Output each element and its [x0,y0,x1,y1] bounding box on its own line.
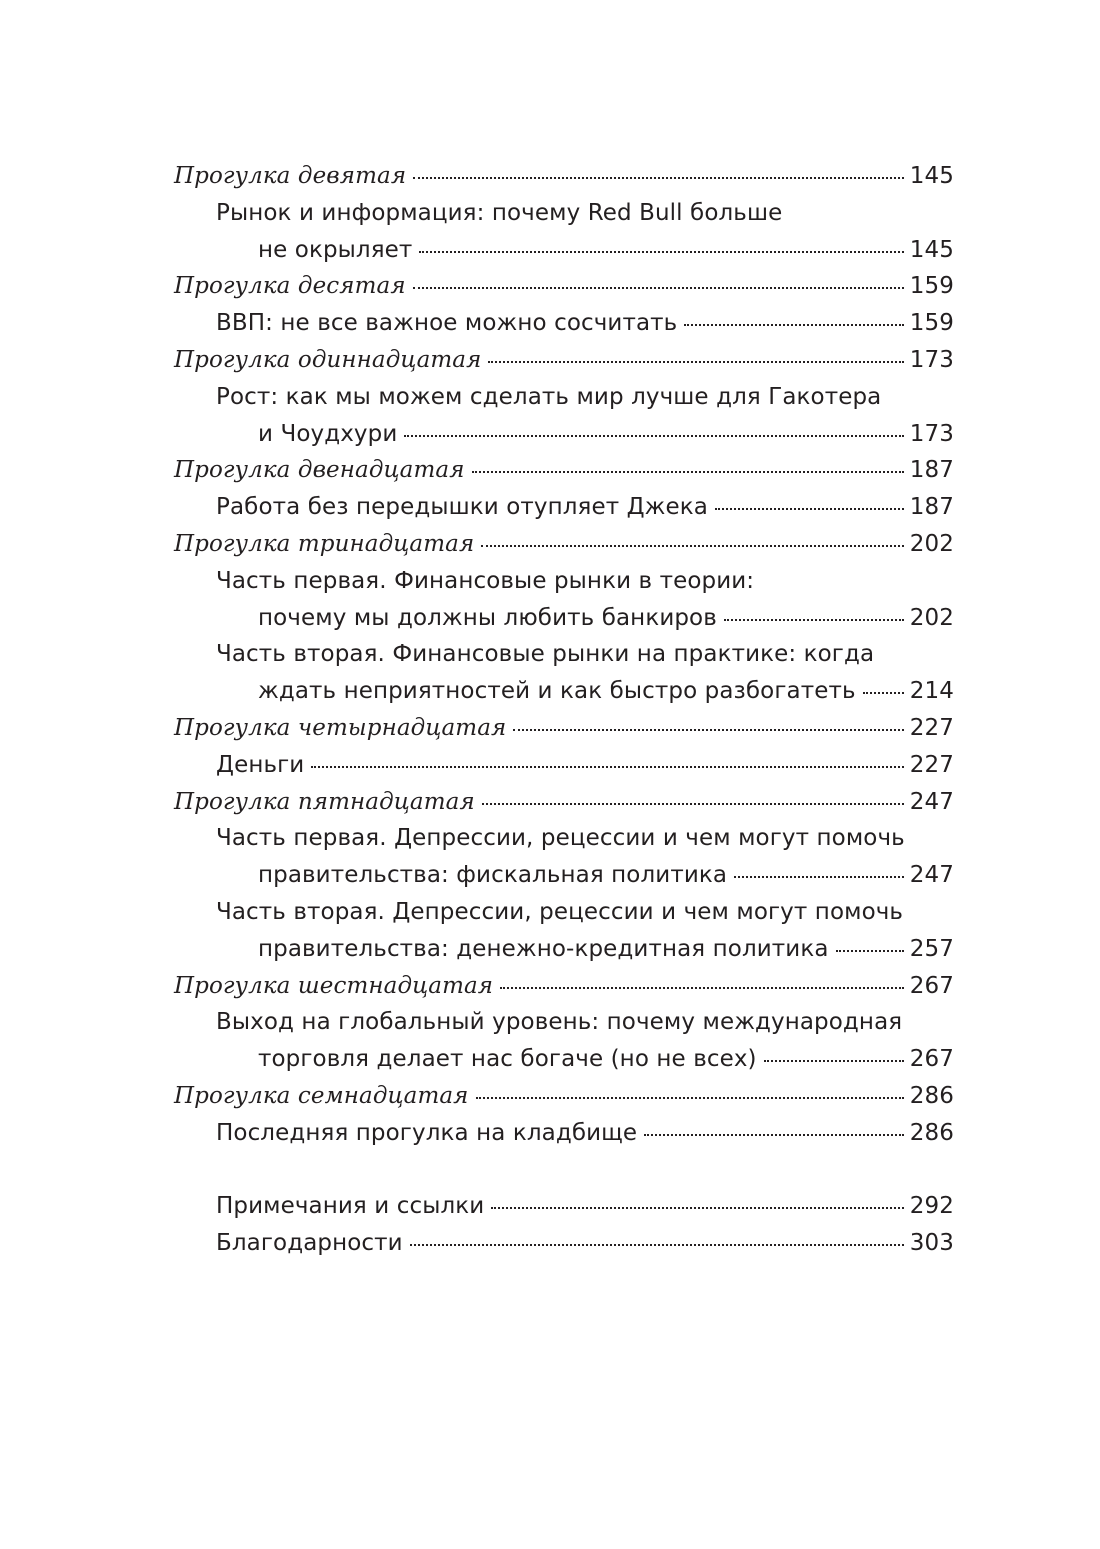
toc-title-line1: Часть вторая. Депрессии, рецессии и чем могут помочь [216,898,904,925]
toc-title-line1: Рынок и информация: почему Red Bull больше [216,199,783,226]
dot-leader [404,435,903,437]
toc-title-line1: Часть первая. Депрессии, рецессии и чем могут помочь [216,825,905,852]
page-number: 267 [909,1046,954,1073]
toc-title-line2: и Чоудхури [258,420,398,447]
dot-leader [644,1134,904,1136]
page-number: 267 [909,972,954,999]
toc-walk-17[interactable] [174,1078,954,1115]
page-number: 187 [909,457,954,484]
dot-leader [419,251,903,253]
toc-title-line1: Часть вторая. Финансовые рынки на практике: когда [216,641,875,668]
page-number: 286 [909,1082,954,1109]
toc-notes[interactable] [174,1188,954,1225]
toc-title-line2: правительства: фискальная политика [258,862,728,889]
page-number: 202 [909,530,954,557]
toc-title-line1: Выход на глобальный уровень: почему международная [216,1009,903,1036]
toc-title: Прогулка шестнадцатая [174,972,494,999]
toc-chapter-11[interactable] [174,379,954,453]
dot-leader [684,324,903,326]
toc-title: Прогулка двенадцатая [174,457,465,484]
dot-leader [476,1097,904,1099]
toc-chapter-12[interactable] [174,489,954,526]
toc-walk-12[interactable] [174,452,954,489]
dot-leader [311,766,903,768]
toc-title: Прогулка пятнадцатая [174,788,475,815]
dot-leader [724,619,904,621]
page-number: 173 [909,420,954,447]
page-number: 214 [909,678,954,705]
page-number: 187 [909,494,954,521]
page-number: 173 [909,346,954,373]
dot-leader [513,729,903,731]
toc-title-line2: ждать неприятностей и как быстро разбогатеть [258,678,856,705]
page-number: 159 [909,273,954,300]
toc-walk-16[interactable] [174,968,954,1005]
toc-title: Примечания и ссылки [216,1193,485,1220]
toc-walk-14[interactable] [174,710,954,747]
page-number: 145 [909,163,954,189]
toc-title: Прогулка семнадцатая [174,1082,469,1109]
toc-title-line2: не окрыляет [258,236,413,263]
toc-title: Деньги [216,751,305,778]
toc-title: Прогулка одиннадцатая [174,346,482,373]
page-number: 303 [909,1230,954,1257]
toc-title: ВВП: не все важное можно сосчитать [216,310,678,337]
toc-walk-10[interactable] [174,268,954,305]
toc-walk-15[interactable] [174,784,954,821]
toc-chapter-13-part-2[interactable] [174,636,954,710]
dot-leader [481,545,904,547]
page-number: 292 [909,1193,954,1220]
toc-title: Благодарности [216,1230,403,1257]
dot-leader [413,287,904,289]
dot-leader [472,471,904,473]
toc-title-line2: правительства: денежно-кредитная политика [258,935,829,962]
toc-title: Прогулка четырнадцатая [174,714,507,741]
toc-title-line2: торговля делает нас богаче (но не всех) [258,1046,757,1073]
dot-leader [836,950,904,952]
toc-title: Прогулка десятая [174,273,406,300]
page-number: 159 [909,310,954,337]
toc-chapter-15-part-2[interactable] [174,894,954,968]
dot-leader [413,177,904,179]
toc-chapter-15-part-1[interactable] [174,820,954,894]
page-number: 247 [909,788,954,815]
dot-leader [764,1060,904,1062]
toc-chapter-17[interactable] [174,1115,954,1152]
page-number: 286 [909,1119,954,1146]
dot-leader [734,876,904,878]
dot-leader [715,508,904,510]
dot-leader [482,803,904,805]
toc-chapter-13-part-1[interactable] [174,563,954,637]
toc-chapter-9[interactable] [174,195,954,269]
dot-leader [410,1244,904,1246]
page-number: 145 [909,236,954,263]
page-number: 202 [909,604,954,631]
page-number: 227 [909,714,954,741]
table-of-contents [174,158,954,1262]
toc-chapter-10[interactable] [174,305,954,342]
toc-walk-9[interactable] [174,158,954,195]
dot-leader [488,361,903,363]
dot-leader [500,987,904,989]
toc-walk-13[interactable] [174,526,954,563]
toc-title: Прогулка тринадцатая [174,530,475,557]
toc-title: Работа без передышки отупляет Джека [216,494,708,521]
dot-leader [491,1207,903,1209]
page-number: 247 [909,862,954,889]
page-number: 227 [909,751,954,778]
toc-title: Прогулка девятая [174,163,407,189]
toc-title-line1: Рост: как мы можем сделать мир лучше для Гакотера [216,383,882,410]
toc-title: Последняя прогулка на кладбище [216,1119,638,1146]
toc-chapter-14[interactable] [174,747,954,784]
dot-leader [863,692,904,694]
toc-title-line2: почему мы должны любить банкиров [258,604,717,631]
toc-acknowledgements[interactable] [174,1225,954,1262]
toc-chapter-16[interactable] [174,1004,954,1078]
toc-title-line1: Часть первая. Финансовые рынки в теории: [216,567,755,594]
page-number: 257 [909,935,954,962]
toc-walk-11[interactable] [174,342,954,379]
